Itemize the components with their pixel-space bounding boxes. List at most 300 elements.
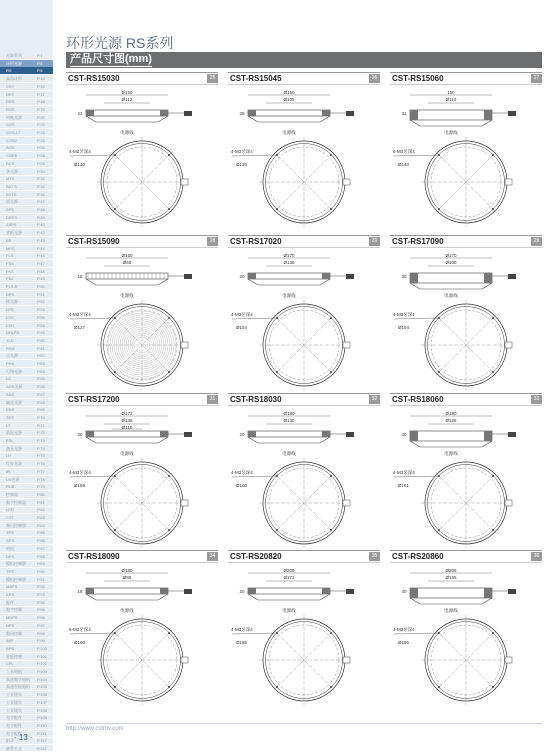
sidebar-item-page: P.109 (37, 715, 47, 721)
model-name: CST-RS20820 (230, 552, 282, 561)
sidebar-item-page: P.58 (37, 322, 45, 328)
ring-diameter-label: Ø166 (74, 483, 86, 488)
side-view (401, 90, 516, 136)
dimension-label: Ø208 (445, 568, 457, 573)
dimension-label: Ø126 (445, 418, 457, 423)
sidebar-item-page: P.80 (37, 491, 45, 497)
model-number-badge: 26 (369, 74, 380, 83)
technical-drawing (228, 405, 380, 548)
sidebar-item-label: 点光源 (6, 353, 18, 359)
side-view (239, 90, 354, 136)
dimension-label: Ø136 (283, 260, 295, 265)
sidebar-item-label: 高速数字相机 (6, 676, 30, 682)
sidebar-item-page: P.18 (37, 99, 45, 105)
sidebar-item-label: FSZ (6, 276, 14, 282)
model-name: CST-RS20860 (392, 552, 444, 561)
sidebar-item-label: EDR (6, 407, 15, 413)
sidebar-item-label: 智能控制 (6, 653, 22, 659)
model-name: CST-RS17020 (230, 237, 282, 246)
model-name: CST-RS15090 (68, 237, 120, 246)
model-name: CST-RS15030 (68, 74, 120, 83)
sidebar-item-page: P.49 (37, 276, 45, 282)
sidebar-item-page: P.52 (37, 299, 45, 305)
model-name: CST-RS15060 (392, 74, 444, 83)
cable-label: 电源线 (282, 293, 296, 298)
sidebar-item-label: 数字控制 (6, 607, 22, 613)
footer-divider (66, 723, 542, 724)
height-label: 20 (239, 432, 245, 437)
sidebar-item-label: LSH (6, 322, 14, 328)
top-view (69, 300, 188, 390)
sidebar-item-label: 控制器 (6, 491, 18, 497)
height-label: 31 (401, 111, 407, 116)
product-drawing-card (66, 72, 218, 227)
sidebar-item-label: COPS (6, 153, 18, 159)
product-drawing-card (390, 550, 542, 705)
top-view (231, 137, 350, 227)
cable-label: 电源线 (444, 130, 458, 135)
sidebar-item-page: P.42 (37, 230, 45, 236)
sidebar-item-label: FSL (6, 438, 14, 443)
sidebar-item-label: 联系方式 (6, 746, 22, 751)
sidebar-item-page: P.17 (37, 91, 45, 97)
sidebar-item-label: BPS (6, 645, 15, 651)
sidebar-item-label: TPS (6, 568, 14, 574)
mount-hole-label: 4-M3牙深4 (393, 627, 415, 632)
sidebar-item-page: P.64 (37, 368, 45, 374)
sidebar-item-label: DHLPD (6, 330, 20, 336)
model-number-badge: 32 (369, 395, 380, 404)
sidebar-item-label: LH (6, 453, 12, 459)
ring-diameter-label: Ø186 (236, 640, 248, 645)
sidebar-item-label: AOS光源 (6, 384, 23, 390)
dimension-label: Ø136 (121, 418, 133, 423)
model-name: CST-RS15045 (230, 74, 282, 83)
sidebar-item-page: P.71 (37, 422, 45, 428)
ring-diameter-label: Ø161 (398, 483, 410, 488)
sidebar-item-label: BHTS (6, 183, 17, 189)
sidebar-item-label: DRT (6, 91, 15, 97)
sidebar-item-label: PHS (6, 361, 15, 366)
sidebar-item-page: P.66 (37, 384, 45, 390)
mount-hole-label: 4-M3牙深4 (69, 312, 91, 317)
sidebar-item-page: P.104 (37, 676, 47, 682)
mount-hole-label: 6-M3牙深4 (393, 149, 415, 154)
side-view (77, 411, 192, 457)
sidebar-item-page: P.103 (37, 669, 47, 674)
sidebar-item-page: P.84 (37, 522, 45, 528)
height-label: 40 (401, 432, 407, 437)
height-label: 18 (77, 274, 83, 279)
dimension-label: Ø155 (445, 575, 457, 580)
sidebar-item-page: P.34 (37, 183, 45, 189)
top-view (393, 300, 512, 390)
sidebar-item-page: P.37 (37, 199, 45, 205)
sidebar-item-page: P.86 (37, 538, 45, 544)
sidebar-item-page: P.38 (37, 207, 45, 212)
cable-label: 电源线 (444, 608, 458, 613)
sidebar-item-page: P.110 (37, 722, 47, 728)
sidebar-item-page: P.96 (37, 615, 45, 621)
top-view (231, 615, 350, 705)
mount-hole-label: 6-M3牙深4 (69, 627, 91, 632)
dimension-label: Ø172 (121, 411, 133, 416)
technical-drawing (66, 562, 218, 705)
sidebar-item-page: P.22 (37, 122, 45, 128)
sidebar-item-page: P.56 (37, 314, 45, 320)
model-name: CST-RS17200 (68, 395, 120, 404)
sidebar-item-label: COS (6, 122, 15, 128)
sidebar-item-page: P.26 (37, 145, 45, 151)
dimension-label: Ø170 (283, 253, 295, 258)
technical-drawing (66, 84, 218, 227)
sidebar-item-label: TLD (6, 337, 14, 343)
sidebar-item-label: 环形光源 (6, 60, 22, 66)
sidebar-item-label: CRT (6, 83, 15, 89)
sidebar-item-label: DRS (6, 99, 15, 105)
sidebar-item-page: P.39 (37, 214, 45, 220)
sidebar-item-label: COS2 (6, 137, 17, 143)
mount-hole-label: 4-M3牙深4 (393, 470, 415, 475)
sidebar-item-label: DPS (6, 553, 15, 559)
height-label: 20 (239, 274, 245, 279)
sidebar-item-label: RUB (6, 484, 15, 490)
side-view (77, 253, 192, 299)
page-title: 环形光源 RS系列 (66, 35, 174, 51)
sidebar-item-page: P.67 (37, 391, 45, 397)
sidebar-item-page: P.20 (37, 114, 45, 120)
sidebar-nav (0, 0, 53, 751)
sidebar-item-page: P.93 (37, 592, 45, 597)
ring-diameter-label: Ø154 (236, 325, 248, 330)
model-number-badge: 28 (207, 237, 218, 246)
technical-drawing (228, 84, 380, 227)
section-header (66, 52, 542, 68)
sidebar-item-page: P.92 (37, 584, 45, 590)
sidebar-item-label: TPS (6, 530, 14, 536)
sidebar-item-page: P.69 (37, 407, 45, 413)
sidebar-item-label: 背板光源 (6, 230, 22, 236)
cable-label: 电源线 (444, 293, 458, 298)
sidebar-item-page: P.77 (37, 468, 45, 474)
cable-label: 电源线 (120, 608, 134, 613)
height-label: 26 (239, 111, 245, 116)
page-number: - 13 - (14, 733, 33, 742)
sidebar-item-page: P.16 (37, 83, 45, 89)
height-label: 30 (401, 274, 407, 279)
sidebar-item-label: 数码控制 (6, 630, 22, 636)
sidebar-item-page: P.90 (37, 568, 45, 574)
sidebar-item-page: P.74 (37, 445, 45, 451)
sidebar-item-page: P.63 (37, 361, 45, 366)
sidebar-item-page: P.106 (37, 692, 47, 698)
sidebar-item-label: 光源系列 (6, 53, 22, 58)
technical-drawing (66, 405, 218, 548)
sidebar-item-label: RS (6, 68, 12, 74)
sidebar-item-page: P.112 (37, 738, 47, 744)
sidebar-item-page: P.59 (37, 330, 45, 336)
cable-label: 电源线 (120, 130, 134, 135)
sidebar-item-label: TES (6, 414, 14, 420)
mount-hole-label: 4-M3牙深4 (231, 470, 253, 475)
sidebar-item-label: 同轴光源 (6, 114, 22, 120)
sidebar-item-page: P.46 (37, 253, 45, 259)
model-number-badge: 34 (207, 552, 218, 561)
sidebar-item-label: LSS (6, 314, 14, 320)
technical-drawing (66, 247, 218, 390)
sidebar-item-label: CPL (6, 661, 14, 667)
sidebar-item-label: SPS (6, 538, 15, 544)
cable-label: 电源线 (282, 130, 296, 135)
ring-diameter-label: Ø130 (74, 162, 86, 167)
top-view (231, 300, 350, 390)
dimension-label: Ø100 (445, 260, 457, 265)
top-view (69, 137, 188, 227)
sidebar-item-label: MTS (6, 176, 15, 182)
dimension-label: Ø180 (445, 411, 457, 416)
product-drawing-card (66, 235, 218, 390)
sidebar-item-label: BS (6, 237, 12, 243)
height-label: 21 (77, 111, 83, 116)
technical-drawing (390, 562, 542, 705)
sidebar-item-page: P.78 (37, 476, 45, 482)
product-drawing-card (228, 393, 380, 548)
top-view (69, 615, 188, 705)
model-name: CST-RS18030 (230, 395, 282, 404)
sidebar-item-page: P.73 (37, 438, 45, 443)
sidebar-item-label: 面光源 (6, 199, 18, 205)
sidebar-item-label: 光学配件 (6, 722, 22, 728)
sidebar-item-label: FKS (6, 268, 14, 274)
model-number-badge: 29 (531, 237, 542, 246)
sidebar-item-label: ZSPS (6, 222, 17, 228)
sidebar-item-label: BYTS (6, 191, 17, 197)
top-view (393, 615, 512, 705)
technical-drawing (390, 405, 542, 548)
sidebar-item-page: P.101 (37, 653, 47, 659)
sidebar-item-page: P.5 (37, 60, 43, 66)
ring-diameter-label: Ø186 (398, 640, 410, 645)
sidebar-item-label: COS-LT (6, 130, 21, 135)
sidebar-item-page: P.51 (37, 291, 45, 297)
product-drawing-card (390, 72, 542, 227)
sidebar-item-page: P.32 (37, 176, 45, 182)
sidebar-item-page: P.62 (37, 353, 45, 359)
sidebar-item-page: P.94 (37, 599, 45, 605)
dimension-label: Ø150 (121, 253, 133, 258)
side-view (77, 90, 192, 136)
cable-label: 电源线 (120, 451, 134, 456)
ring-diameter-label: Ø160 (236, 483, 248, 488)
sidebar-item-label: 隧道光源 (6, 399, 22, 405)
sidebar-item-page: P.99 (37, 638, 45, 644)
sidebar-item-label: 光学配件 (6, 730, 22, 736)
sidebar-item-label: 工业镜头 (6, 692, 22, 698)
sidebar-item-page: P.87 (37, 545, 45, 551)
footer-url[interactable]: http://www.cstmv.com (66, 726, 124, 732)
sidebar-item-page: P.1 (37, 53, 43, 58)
sidebar-item-page: P.50 (37, 284, 45, 289)
sidebar-item-page: P.100 (37, 645, 47, 651)
sidebar-item-page: P.105 (37, 684, 47, 690)
product-drawing-card (66, 550, 218, 705)
sidebar-item-page: P.79 (37, 484, 45, 490)
sidebar-item-label: 工业相机 (6, 669, 22, 674)
sidebar-item-label: DPPS (6, 214, 17, 220)
sidebar-item-page: P.107 (37, 699, 47, 705)
dimension-label: Ø180 (121, 568, 133, 573)
dimension-label: 150 (447, 90, 455, 95)
technical-drawing (228, 247, 380, 390)
sidebar-item-label: CST (6, 515, 14, 520)
sidebar-item-page: P.88 (37, 553, 45, 559)
sidebar-item-label: AOS (6, 145, 15, 151)
sidebar-item-page: P.81 (37, 499, 45, 505)
side-view (401, 253, 516, 299)
sidebar-item-page: P.65 (37, 376, 45, 382)
ring-diameter-label: Ø130 (236, 162, 248, 167)
side-view (401, 411, 516, 457)
sidebar-item-page: P.108 (37, 707, 47, 713)
ring-diameter-label: Ø127 (74, 325, 86, 330)
sidebar-item-page: P.83 (37, 515, 45, 520)
sidebar-item-page: P.76 (37, 461, 45, 467)
sidebar-item-label: MAPS (6, 584, 18, 590)
sidebar-item-label: DPS (6, 291, 15, 297)
sidebar-item-label: 线光源 (6, 299, 18, 305)
sidebar-item-page: P.24 (37, 130, 45, 135)
sidebar-item-page: P.102 (37, 661, 47, 667)
dimension-label: Ø60 (122, 260, 132, 265)
ring-diameter-label: Ø140 (398, 162, 410, 167)
side-view (77, 568, 192, 614)
sidebar-item-label: SAS (6, 391, 15, 397)
dimension-label: Ø110 (121, 425, 133, 430)
sidebar-item-label: 数字控制器 (6, 499, 26, 505)
sidebar-item-page: P.47 (37, 260, 45, 266)
product-drawing-card (228, 72, 380, 227)
mount-hole-label: 4-M3牙深4 (231, 627, 253, 632)
sidebar-item-page: P.43 (37, 237, 45, 243)
dimension-label: Ø208 (283, 568, 295, 573)
sidebar-item-label: 条光源 (6, 168, 18, 174)
height-label: 20 (77, 432, 83, 437)
sidebar-item-page: P.95 (37, 607, 45, 613)
sidebar-item-label: 激光光源 (6, 445, 22, 451)
dimension-label: Ø150 (121, 90, 133, 95)
sidebar-item-page: P.25 (37, 137, 45, 143)
cable-label: 电源线 (120, 293, 134, 298)
sidebar-item-label: 工业镜头 (6, 707, 22, 713)
top-view (393, 458, 512, 548)
sidebar-item-label: UV光源 (6, 476, 20, 482)
sidebar-item-page: P.98 (37, 630, 45, 636)
sidebar-item-label: IR (6, 468, 10, 474)
sidebar-item-page: P.29 (37, 160, 45, 166)
cable-label: 电源线 (282, 608, 296, 613)
sidebar-item-label: LPS (6, 307, 14, 313)
sidebar-item-page: P.89 (37, 561, 45, 567)
model-number-badge: 36 (531, 552, 542, 561)
product-drawing-card (66, 393, 218, 548)
sidebar-item-page: P.60 (37, 337, 45, 343)
sidebar-item-label: FSS (6, 260, 14, 266)
sidebar-item-page: P.14 (37, 76, 45, 82)
sidebar-item-page: P.70 (37, 414, 45, 420)
sidebar-item-page: P.61 (37, 345, 45, 351)
model-number-badge: 35 (369, 552, 380, 561)
sidebar-item-label: LB (6, 376, 11, 382)
sidebar-item-label: ZPS (6, 207, 14, 212)
technical-drawing (390, 247, 542, 390)
mount-hole-label: 4-M3牙深4 (69, 149, 91, 154)
sidebar-item-label: 前视光源 (6, 430, 22, 436)
sidebar-item-label: FLS (6, 253, 14, 259)
dimension-label: Ø130 (283, 418, 295, 423)
top-view (69, 458, 188, 548)
sidebar-item-page: P.48 (37, 268, 45, 274)
model-number-badge: 31 (207, 395, 218, 404)
sidebar-item-label: 可调光源 (6, 368, 22, 374)
sidebar-item-label: IMP (6, 638, 14, 644)
sidebar-item-label: LPD (6, 507, 14, 513)
sidebar-item-label: 高速智能相机 (6, 684, 30, 690)
side-view (401, 568, 516, 614)
section-title: 产品尺寸图(mm) (70, 53, 152, 65)
sidebar-item-label: 相机 (6, 545, 14, 551)
dimension-label: Ø105 (283, 97, 295, 102)
side-view (239, 253, 354, 299)
product-drawing-card (390, 235, 542, 390)
side-view (239, 568, 354, 614)
model-name: CST-RS18060 (392, 395, 444, 404)
mount-hole-label: 4-M3牙深4 (393, 312, 415, 317)
sidebar-item[interactable] (0, 745, 53, 753)
model-name: CST-RS18090 (68, 552, 120, 561)
model-number-badge: 33 (531, 395, 542, 404)
sidebar-item-label: 附录 (6, 738, 14, 744)
sidebar-item-page: P.36 (37, 191, 45, 197)
sidebar-item-label: RSH (6, 345, 15, 351)
dimension-label: Ø180 (283, 411, 295, 416)
sidebar-item-label: NPS (6, 622, 15, 628)
mount-hole-label: 4-M3牙深4 (69, 470, 91, 475)
sidebar-item-page: P.97 (37, 622, 45, 628)
height-label: 18 (77, 589, 83, 594)
sidebar-item-page: P.19 (37, 106, 45, 112)
sidebar-item-label: ROS (6, 106, 15, 112)
sidebar-item-page: P.72 (37, 430, 45, 436)
sidebar-item-label: MDPS (6, 615, 18, 621)
model-number-badge: 25 (207, 74, 218, 83)
sidebar-item-label: LT (6, 422, 11, 428)
sidebar-item-label: 模拟控制器 (6, 576, 26, 582)
dimension-label: Ø90 (122, 575, 132, 580)
sidebar-item-label: 配件 (6, 599, 14, 605)
mount-hole-label: 4-M3牙深4 (231, 312, 253, 317)
technical-drawing (228, 562, 380, 705)
sidebar-item-label: FLS-R (6, 284, 18, 289)
sidebar-item-page: P.91 (37, 576, 45, 582)
top-view (393, 137, 512, 227)
dimension-label: Ø172 (283, 575, 295, 580)
dimension-label: Ø170 (445, 253, 457, 258)
sidebar-item-label: 光学配件 (6, 715, 22, 721)
sidebar-item-page: P.113 (37, 746, 47, 751)
product-drawing-card (390, 393, 542, 548)
sidebar-item-label: KPS (6, 592, 15, 597)
cable-label: 电源线 (444, 451, 458, 456)
